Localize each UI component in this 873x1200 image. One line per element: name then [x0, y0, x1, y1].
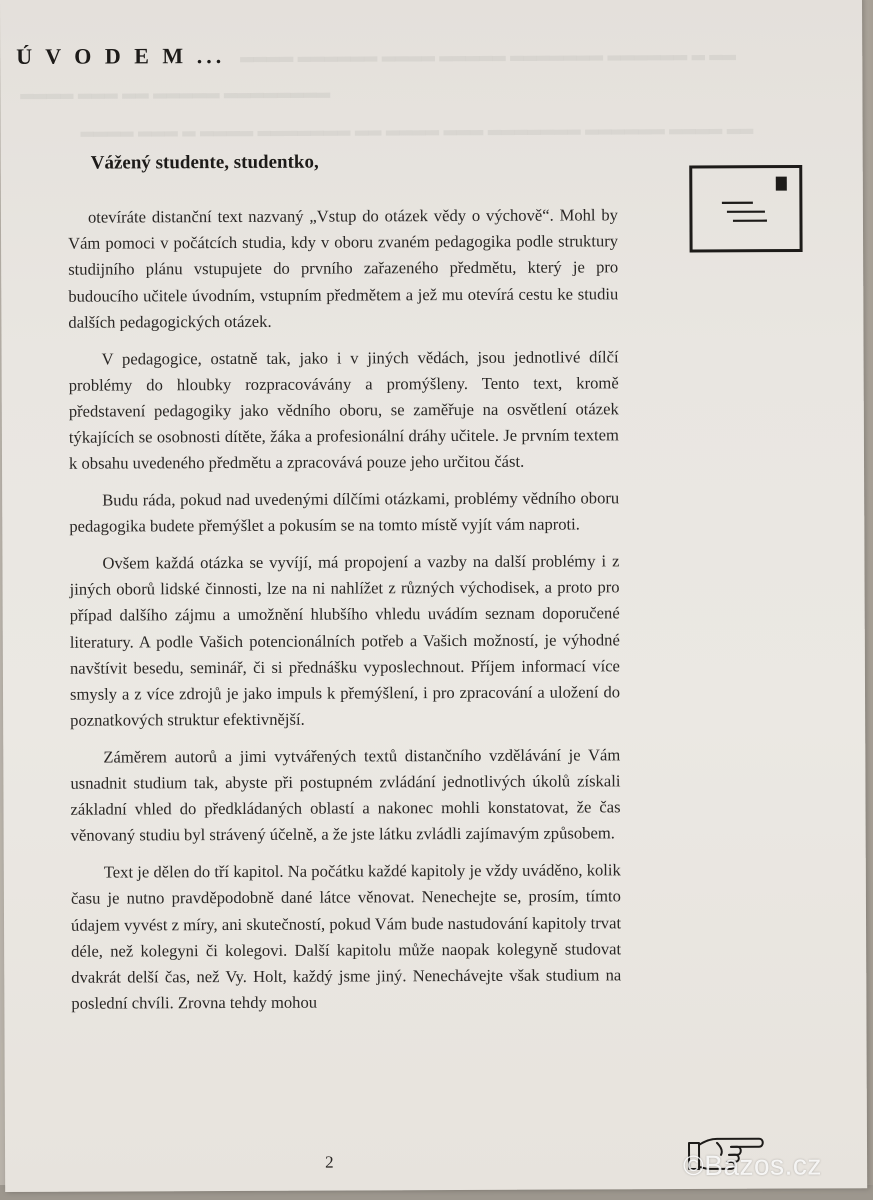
paragraph: Ovšem každá otázka se vyvíjí, má propojení a vazby na další problémy i z jiných oborů lidské činnosti, lze na ni nahlížet z různých východisek, a proto pro případ dalšího zájmu a umožnění hlubšího vhledu uvádím seznam doporučené literatury. A podle Vašich potencionálních potřeb a Vašich možností, je výhodné navštívit besedu, seminář, či si přednášku vyposlechnout. Příjem informací více smysly a z více zdrojů je jako impuls k přemýšlení, i pro zpracování a uložení do poznatkových struktur efektivnější.	[69, 551, 621, 730]
paragraph: Text je dělen do tří kapitol. Na počátku každé kapitoly je vždy uváděno, kolik času je nutno pravděpodobně dané látce věnovat. Nenechejte se, prosím, tímto údajem vyvést z míry, ani skutečností, pokud Vám bude nastudování kapitoly trvat déle, než kolegyni či kolegovi. Další kapitolu může naopak kolegyně studovat dvakrát delší čas, než Vy. Holt, každý jsme jiný. Nenechávejte však studium na poslední chvíli. Zrovna tehdy mohou	[70, 860, 622, 1013]
paragraph: Budu ráda, pokud nad uvedenými dílčími otázkami, problémy vědního oboru pedagogika budete přemýšlet a pokusím se na tomto místě vyjít vám naproti.	[69, 488, 620, 536]
paragraph: otevíráte distanční text nazvaný „Vstup do otázek vědy o výchově“. Mohl by Vám pomoci v počátcích studia, kdy v oboru zvaném pedagogika podle struktury studijního plánu vstupujete do prvního zařazeného předmětu, který je pro budoucího učitele úvodním, vstupním předmětem a jež mu otevírá cestu ke studiu dalších pedagogických otázek.	[68, 205, 619, 332]
salutation: Vážený studente, studentko,	[90, 151, 319, 174]
show-through-text: ▂▂▂▂ ▂▂▂ ▂ ▂▂▂▂ ▂▂▂▂▂▂▂ ▂▂ ▂▂▂▂ ▂▂▂ ▂▂▂▂▂▂▂ ▂▂▂▂▂▂ ▂▂▂▂ ▂▂	[80, 114, 754, 137]
show-through-text: ▂▂▂▂ ▂▂▂▂▂▂ ▂▂▂▂ ▂▂▂▂▂ ▂▂▂▂▂▂▂ ▂▂▂▂▂▂ ▂ ▂▂	[240, 40, 737, 62]
show-through-text: ▂▂▂▂ ▂▂▂ ▂▂ ▂▂▂▂▂ ▂▂▂▂▂▂▂▂	[20, 78, 331, 99]
paragraph: V pedagogice, ostatně tak, jako i v jiných vědách, jsou jednotlivé dílčí problémy do hloubky rozpracovávány a promýšleny. Tento text, kromě představení pedagogiky jako vědního oboru, se zaměřuje na osvětlení otázek týkajících se osobnosti dítěte, žáka a profesionální dráhy učitele. Je prvním textem k obsahu uvedeného předmětu a zpracovává pouze jeho určitou část.	[68, 346, 619, 474]
body-text	[68, 202, 622, 1027]
envelope-icon	[689, 164, 803, 252]
page-number: 2	[325, 1152, 334, 1172]
watermark: ©Bazos.cz	[683, 1149, 822, 1182]
page-heading: Ú V O D E M ...	[16, 43, 226, 69]
paragraph: Záměrem autorů a jimi vytvářených textů distančního vzdělávání je Vám usnadnit studium tak, abyste při postupném zvládání jednotlivých úkolů získali základní vhled do předkládaných oblastí a nakonec mohli konstatovat, že čas věnovaný studiu byl strávený účelně, a že jste látku zvládli zajímavým způsobem.	[70, 745, 621, 846]
